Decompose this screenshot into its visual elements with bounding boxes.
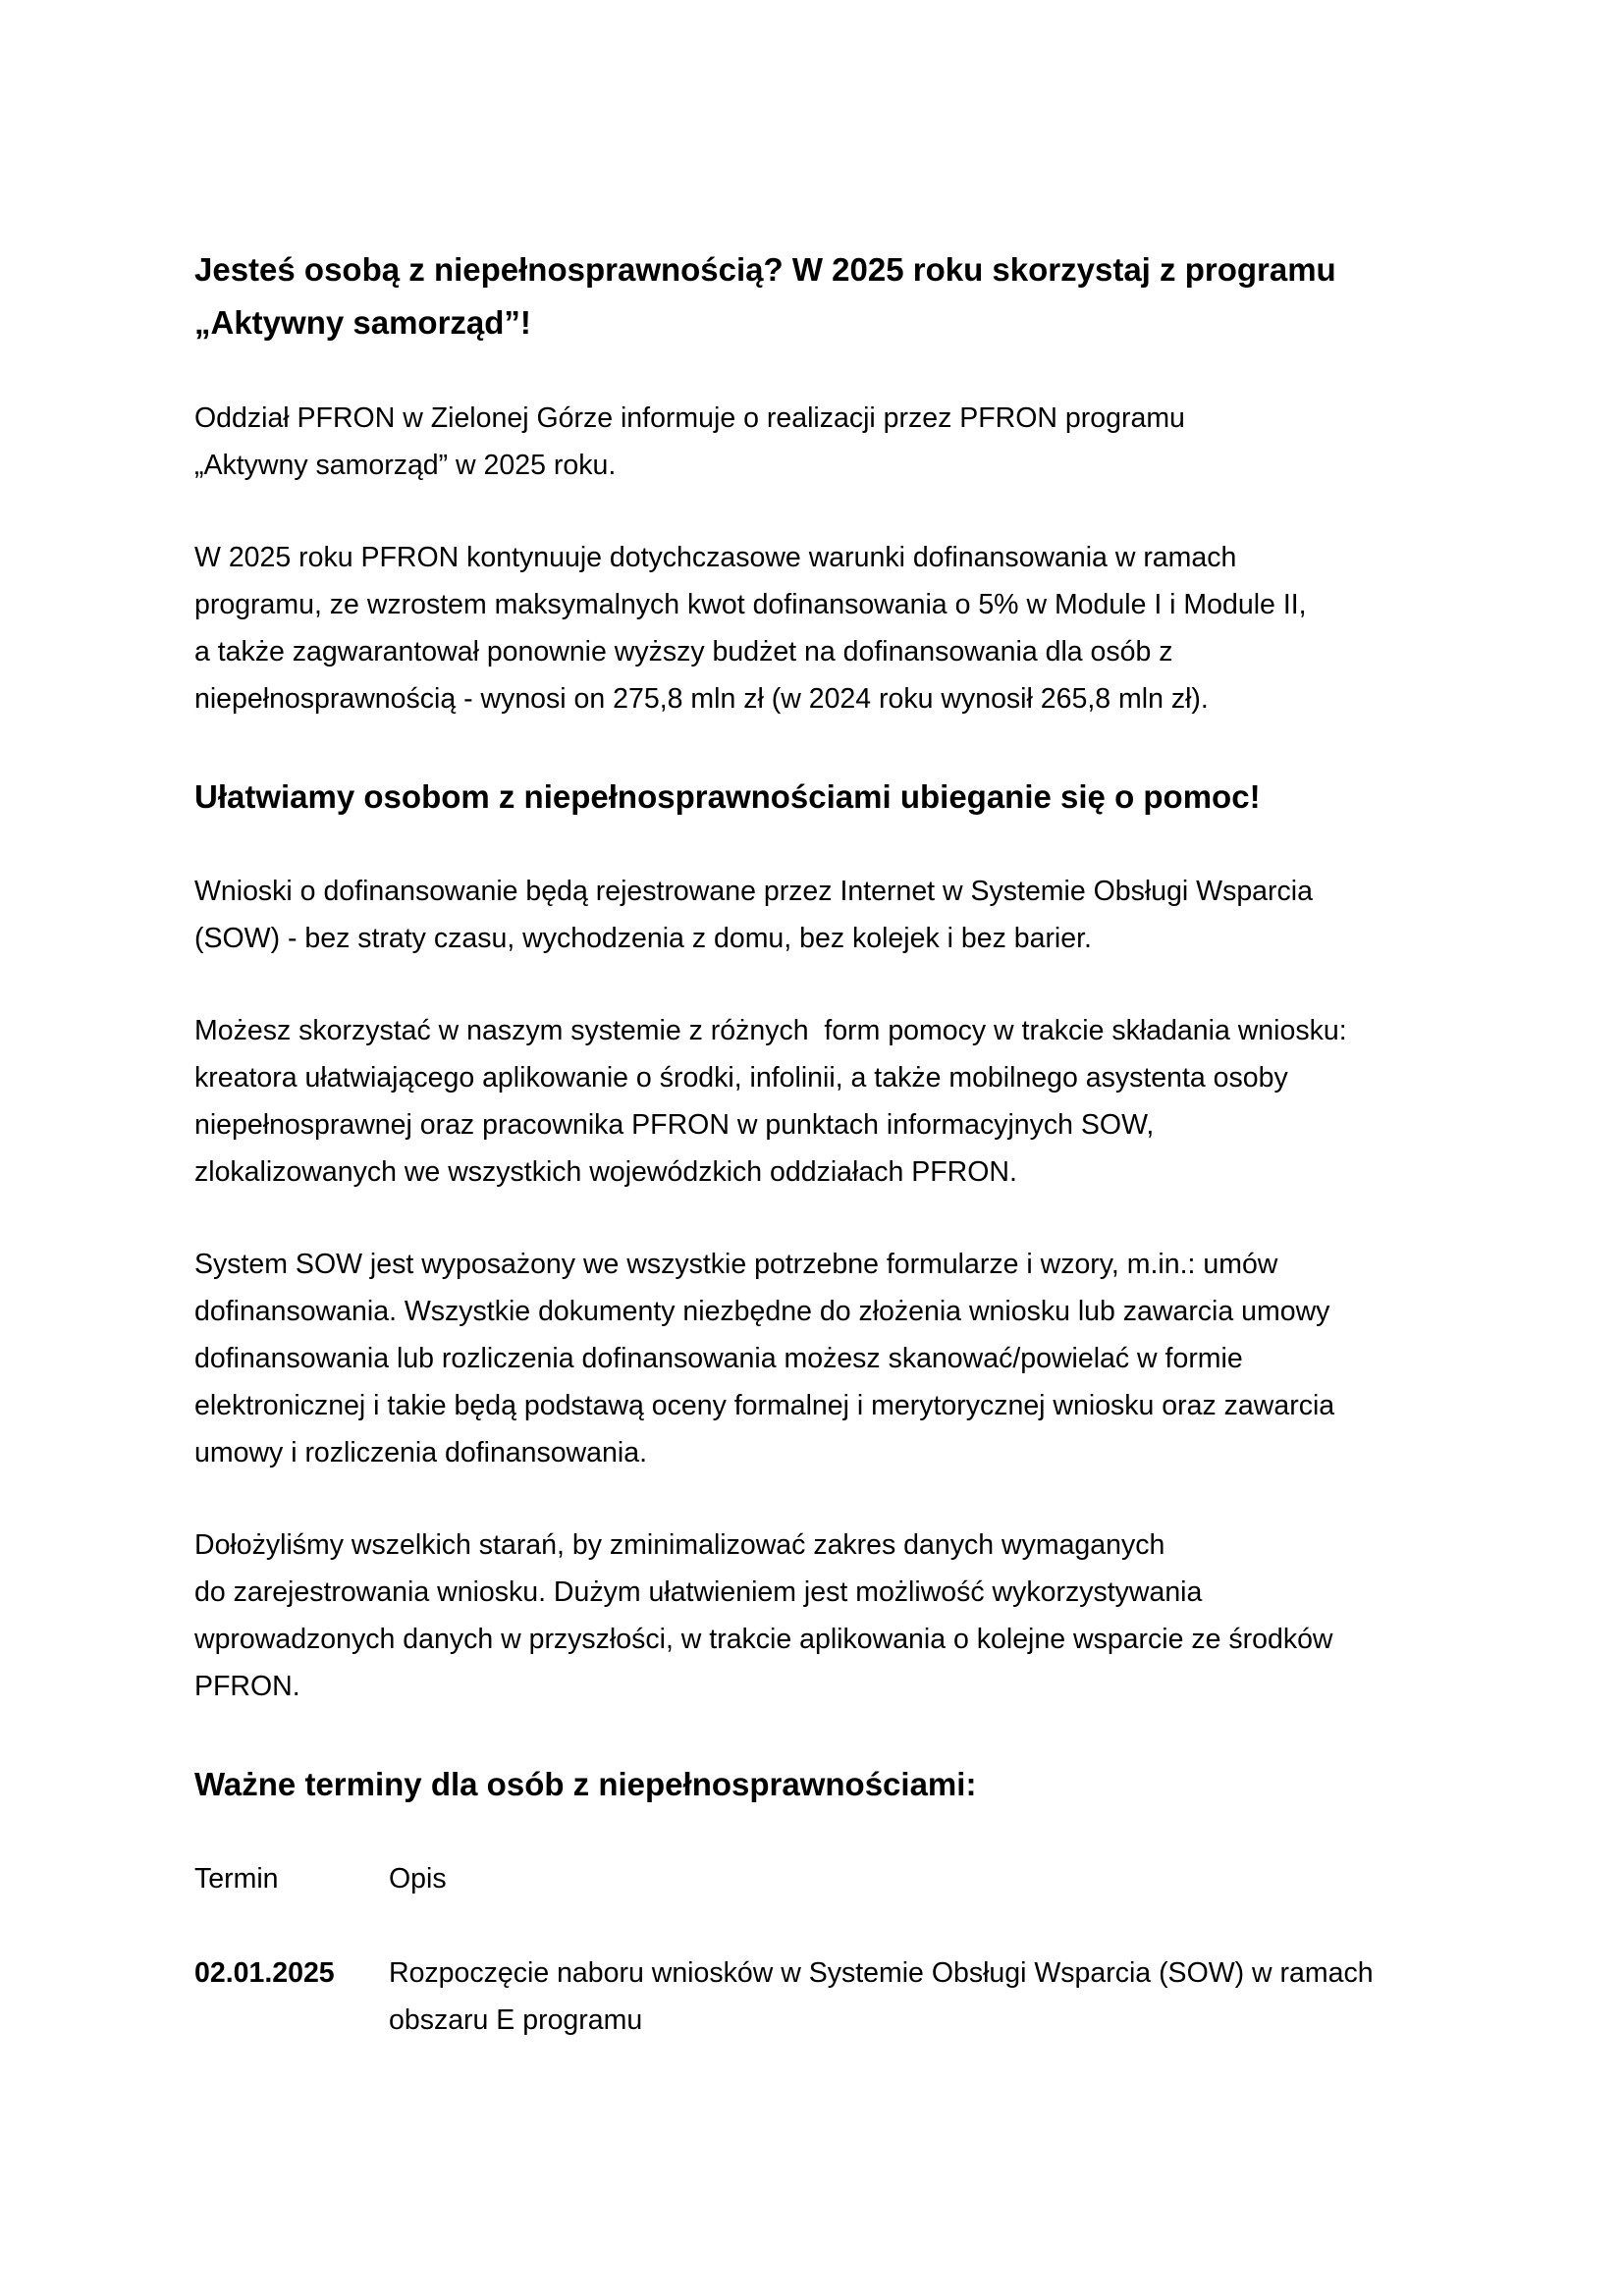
- title-line-1: Jesteś osobą z niepełnosprawnością? W 2025 roku skorzystaj z programu: [194, 251, 1336, 288]
- budget-paragraph: [194, 534, 1471, 722]
- data-line: PFRON.: [194, 1671, 300, 1702]
- sow-line: (SOW) - bez straty czasu, wychodzenia z domu, bez kolejek i bez barier.: [194, 923, 1092, 954]
- forms-line: Możesz skorzystać w naszym systemie z różnych form pomocy w trakcie składania wniosku:: [194, 1015, 1347, 1046]
- document-title: [194, 243, 1471, 349]
- header-term: Termin: [194, 1863, 279, 1895]
- intro-paragraph: [194, 395, 1471, 489]
- row-desc-line: obszaru E programu: [389, 2004, 643, 2036]
- row-desc-line: Rozpoczęcie naboru wniosków w Systemie Obsługi Wsparcia (SOW) w ramach: [389, 1957, 1374, 1989]
- table-row: [194, 1949, 1471, 2044]
- document-page: [194, 243, 1471, 2044]
- budget-line: W 2025 roku PFRON kontynuuje dotychczasowe warunki dofinansowania w ramach: [194, 542, 1237, 573]
- forms-line: zlokalizowanych we wszystkich wojewódzkich oddziałach PFRON.: [194, 1156, 1017, 1188]
- title-line-2: „Aktywny samorząd”!: [194, 304, 531, 341]
- dates-table: [194, 1855, 1471, 2044]
- system-line: umowy i rozliczenia dofinansowania.: [194, 1437, 647, 1468]
- system-line: elektronicznej i takie będą podstawą oceny formalnej i merytorycznej wniosku oraz zawarcia: [194, 1390, 1335, 1421]
- sow-paragraph: [194, 868, 1471, 962]
- data-paragraph: [194, 1522, 1471, 1710]
- forms-line: kreatora ułatwiającego aplikowanie o środki, infolinii, a także mobilnego asystenta osoby: [194, 1062, 1288, 1094]
- row-term: 02.01.2025: [194, 1957, 335, 1989]
- forms-line: niepełnosprawnej oraz pracownika PFRON w punktach informacyjnych SOW,: [194, 1109, 1155, 1141]
- intro-line: „Aktywny samorząd” w 2025 roku.: [194, 450, 617, 481]
- sow-line: Wnioski o dofinansowanie będą rejestrowane przez Internet w Systemie Obsługi Wsparcia: [194, 876, 1313, 907]
- data-line: Dołożyliśmy wszelkich starań, by zminimalizować zakres danych wymaganych: [194, 1529, 1165, 1561]
- heading-dates: Ważne terminy dla osób z niepełnosprawnościami:: [194, 1766, 977, 1802]
- system-line: dofinansowania lub rozliczenia dofinansowania możesz skanować/powielać w formie: [194, 1343, 1243, 1374]
- data-line: wprowadzonych danych w przyszłości, w trakcie aplikowania o kolejne wsparcie ze środków: [194, 1624, 1333, 1655]
- system-line: dofinansowania. Wszystkie dokumenty niezbędne do złożenia wniosku lub zawarcia umowy: [194, 1296, 1330, 1327]
- dates-table-header: [194, 1855, 1471, 1902]
- forms-paragraph: [194, 1007, 1471, 1196]
- budget-line: niepełnosprawnością - wynosi on 275,8 mln zł (w 2024 roku wynosił 265,8 mln zł).: [194, 683, 1209, 715]
- intro-line: Oddział PFRON w Zielonej Górze informuje o realizacji przez PFRON programu: [194, 402, 1185, 434]
- heading-help: Ułatwiamy osobom z niepełnosprawnościami ubieganie się o pomoc!: [194, 778, 1261, 815]
- row-desc: [389, 1949, 1471, 2044]
- system-line: System SOW jest wyposażony we wszystkie potrzebne formularze i wzory, m.in.: umów: [194, 1249, 1278, 1280]
- budget-line: programu, ze wzrostem maksymalnych kwot dofinansowania o 5% w Module I i Module II,: [194, 589, 1307, 620]
- system-paragraph: [194, 1241, 1471, 1476]
- budget-line: a także zagwarantował ponownie wyższy budżet na dofinansowania dla osób z: [194, 636, 1173, 667]
- data-line: do zarejestrowania wniosku. Dużym ułatwieniem jest możliwość wykorzystywania: [194, 1576, 1203, 1608]
- header-desc: Opis: [389, 1863, 447, 1895]
